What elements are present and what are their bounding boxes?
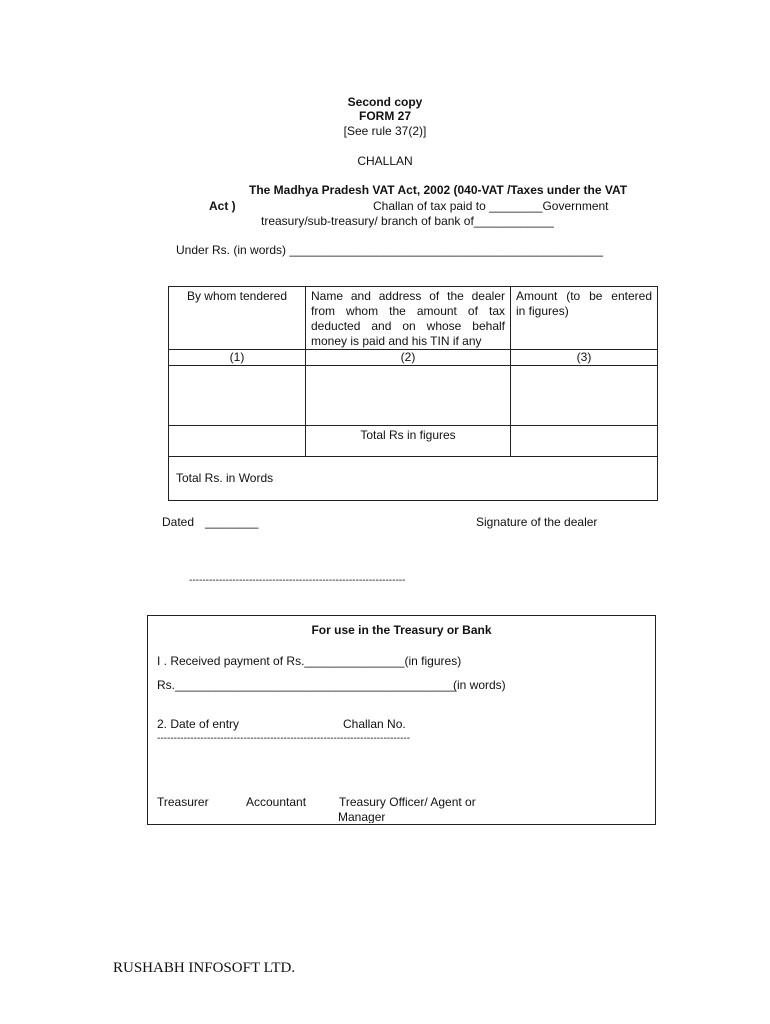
received-payment-line: I . Received payment of Rs._______________(in figures) — [157, 654, 462, 668]
treasurer-label: Treasurer — [157, 795, 209, 809]
under-rs-words-line: Under Rs. (in words) _______________________________________________ — [176, 243, 604, 257]
entry-tendered-cell[interactable] — [169, 366, 306, 426]
amount-header-line: in figures) — [516, 304, 569, 318]
col-by-whom-tendered: By whom tendered — [169, 287, 306, 350]
total-figures-blank — [169, 426, 306, 457]
total-words-row — [169, 457, 658, 501]
company-footer: RUSHABH INFOSOFT LTD. — [113, 960, 296, 976]
dealer-header-line: deducted and on whose behalf — [311, 319, 505, 333]
treasury-title: For use in the Treasury or Bank — [311, 623, 492, 637]
tender-table — [168, 286, 658, 501]
col-number-2: (2) — [306, 350, 511, 366]
amount-header-line: Amount (to be entered — [516, 289, 652, 303]
act-title-line2: Act ) — [209, 199, 236, 213]
challan-number-label: Challan No. — [343, 717, 406, 731]
col-amount — [511, 287, 658, 350]
total-rs-words-label: Total Rs. in Words — [169, 457, 658, 501]
table-header-row — [169, 287, 658, 350]
column-number-row — [169, 350, 658, 366]
dated-label: Dated — [162, 515, 195, 529]
col-dealer-name-address — [306, 287, 511, 350]
treasury-dash-line: ---------------------------------------------------------------------------- — [157, 733, 411, 744]
treasury-bank-line: treasury/sub-treasury/ branch of bank of____________ — [261, 214, 554, 228]
challan-tax-paid-line: Challan of tax paid to ________Government — [373, 199, 609, 213]
accountant-label: Accountant — [246, 795, 307, 809]
dealer-header-line: money is paid and his TIN if any — [311, 334, 482, 348]
dealer-signature-label: Signature of the dealer — [476, 515, 598, 529]
copy-label: Second copy — [347, 95, 423, 109]
total-rs-figures-label: Total Rs in figures — [306, 426, 511, 457]
entry-row — [169, 366, 658, 426]
separator-line: ----------------------------------------------------------------- — [189, 575, 406, 586]
dealer-header-line: from whom the amount of tax — [311, 304, 505, 318]
treasury-officer-label: Treasury Officer/ Agent or — [339, 795, 476, 809]
dated-blank[interactable]: ________ — [205, 515, 259, 529]
col-number-1: (1) — [169, 350, 306, 366]
date-of-entry-label: 2. Date of entry — [157, 717, 240, 731]
col-number-3: (3) — [511, 350, 658, 366]
entry-dealer-cell[interactable] — [306, 366, 511, 426]
total-figures-row — [169, 426, 658, 457]
rule-reference: [See rule 37(2)] — [343, 124, 427, 138]
rs-amount-line: Rs.__________________________________________ — [157, 678, 456, 692]
in-words-label: (in words) — [453, 678, 506, 692]
act-title-line1: The Madhya Pradesh VAT Act, 2002 (040-VAT /Taxes under the VAT — [249, 183, 628, 197]
total-figures-value-cell[interactable] — [511, 426, 658, 457]
manager-label: Manager — [338, 810, 386, 823]
form-number: FORM 27 — [358, 109, 411, 123]
dealer-header-line: Name and address of the dealer — [311, 289, 505, 303]
entry-amount-cell[interactable] — [511, 366, 658, 426]
document-type: CHALLAN — [357, 154, 413, 168]
